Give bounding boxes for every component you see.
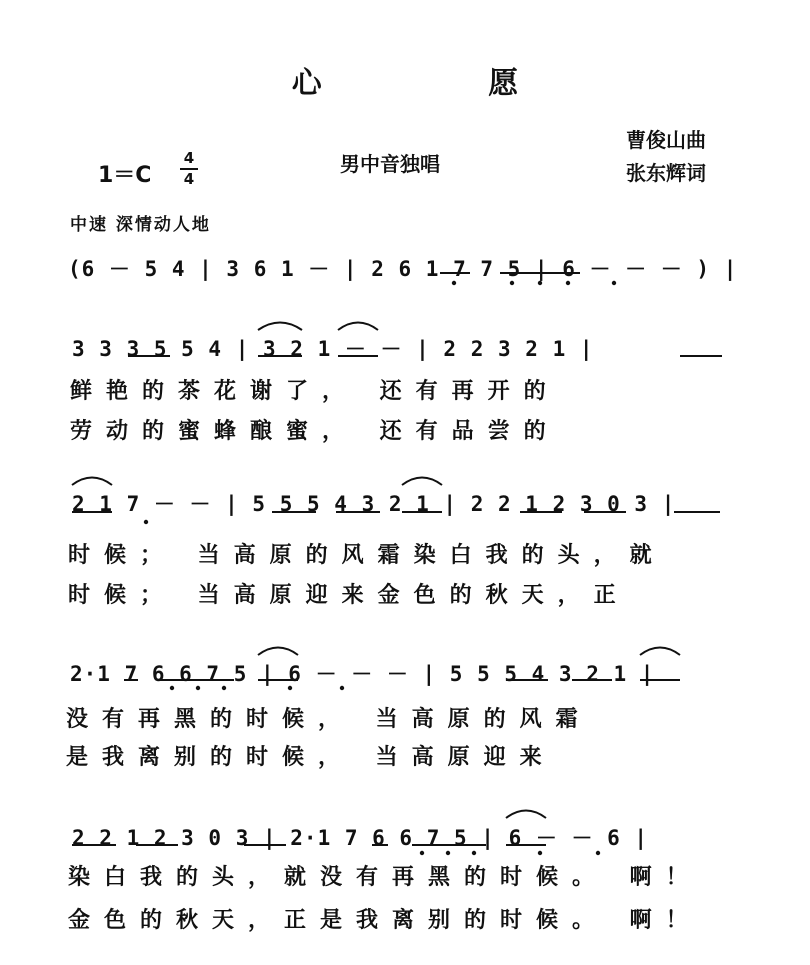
lyric-line-3b: 时候； 当高原迎来金色的秋天，正 <box>68 583 630 608</box>
song-title: 心 愿 <box>291 66 597 101</box>
tempo-marking: 中速 深情动人地 <box>70 215 211 235</box>
lyric-line-4a: 没有再黑的时候， 当高原的风霜 <box>66 707 592 732</box>
meter-top: 4 <box>183 149 195 167</box>
lyric-line-5a: 染白我的头，就没有再黑的时候。 啊！ <box>68 865 702 890</box>
notation-line-intro: (6 － 5 4 | 3 6 1 － | 2 6 1 7 7 5 | 6 － － － ) | <box>68 257 738 281</box>
key-signature: 1＝C <box>98 163 152 188</box>
notation-line-2: 3 3 3 5 5 4 | 3 2 1 － － | 2 2 3 2 1 | <box>72 337 594 361</box>
notation-line-3: 2 1 7 － － | 5 5 5 4 3 2 1 | 2 2 1 2 3 0 3 | <box>72 492 676 516</box>
lyricist-credit: 张东辉词 <box>626 161 706 185</box>
lyric-line-5b: 金色的秋天，正是我离别的时候。 啊！ <box>68 908 702 933</box>
lyric-line-4b: 是我离别的时候， 当高原迎来 <box>66 745 556 770</box>
composer-credit: 曹俊山曲 <box>626 128 706 152</box>
lyric-line-2b: 劳动的蜜蜂酿蜜， 还有品尝的 <box>70 419 560 444</box>
notation-line-4: 2·1 7 6 6 7 5 | 6 － － － | 5 5 5 4 3 2 1 | <box>70 662 655 686</box>
lyric-line-2a: 鲜艳的茶花谢了， 还有再开的 <box>70 379 560 404</box>
notation-line-5: 2 2 1 2 3 0 3 | 2·1 7 6 6 7 5 | 6 － － 6 | <box>72 826 649 850</box>
performance-subtitle: 男中音独唱 <box>340 152 440 176</box>
meter-bottom: 4 <box>183 170 195 188</box>
lyric-line-3a: 时候； 当高原的风霜染白我的头，就 <box>68 543 666 568</box>
